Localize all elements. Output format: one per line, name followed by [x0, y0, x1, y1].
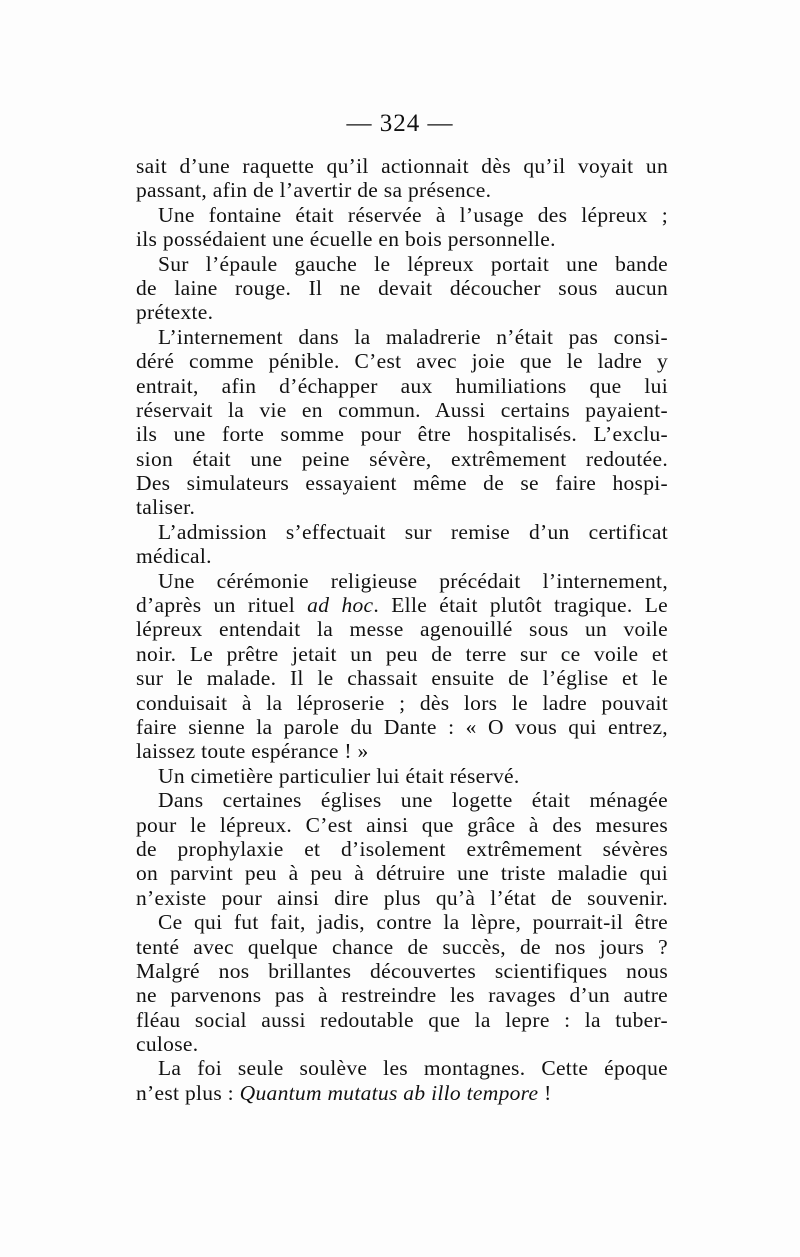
text-line: faire sienne la parole du Dante : « O vous qui entrez, [136, 714, 668, 739]
text-line: ils une forte somme pour être hospitalisés. L’exclu- [136, 422, 668, 447]
text-line: Malgré nos brillantes découvertes scientifiques nous [136, 958, 668, 983]
text-line: on parvint peu à peu à détruire une triste maladie qui [136, 861, 668, 886]
text-line: entrait, afin d’échapper aux humiliations que lui [136, 373, 668, 398]
text-line: L’internement dans la maladrerie n’était pas consi- [158, 324, 668, 349]
text-line: fléau social aussi redoutable que la lepre : la tuber- [136, 1007, 668, 1032]
text-line: lépreux entendait la messe agenouillé sous un voile [136, 617, 668, 642]
text-line: sur le malade. Il le chassait ensuite de l’église et le [136, 666, 668, 691]
text-line: pour le lépreux. C’est ainsi que grâce à des mesures [136, 812, 668, 837]
text-segment: d’après un rituel [136, 593, 308, 618]
text-line: Ce qui fut fait, jadis, contre la lèpre, pourrait-il être [158, 910, 668, 935]
text-line: La foi seule soulève les montagnes. Cette époque [158, 1056, 668, 1081]
text-segment: ! [538, 1080, 552, 1105]
text-line: réservait la vie en commun. Aussi certains payaient- [136, 397, 668, 422]
text-line: tenté avec quelque chance de succès, de nos jours ? [136, 934, 668, 959]
italic-quote: Quantum mutatus ab illo tempore [239, 1080, 539, 1105]
text-line: de prophylaxie et d’isolement extrêmement sévères [136, 836, 668, 861]
text-line: L’admission s’effectuait sur remise d’un certificat [158, 519, 668, 544]
text-line: ils possédaient une écuelle en bois personnelle. [136, 227, 556, 252]
text-line: Sur l’épaule gauche le lépreux portait une bande [158, 251, 668, 276]
text-line: culose. [136, 1032, 199, 1057]
text-line: conduisait à la léproserie ; dès lors le ladre pouvait [136, 690, 668, 715]
text-line: passant, afin de l’avertir de sa présence. [136, 178, 492, 203]
text-line: prétexte. [136, 300, 214, 325]
text-line: Des simulateurs essayaient même de se faire hospi- [136, 471, 668, 496]
text-line: de laine rouge. Il ne devait découcher sous aucun [136, 275, 668, 300]
text-line: Une fontaine était réservée à l’usage des lépreux ; [158, 202, 668, 227]
text-segment: n’est plus : [136, 1080, 240, 1105]
text-line: ne parvenons pas à restreindre les ravages d’un autre [136, 983, 668, 1008]
text-line: sion était une peine sévère, extrêmement redoutée. [136, 446, 668, 471]
text-line [136, 593, 668, 617]
text-line: noir. Le prêtre jetait un peu de terre sur ce voile et [136, 641, 668, 666]
body-text [136, 154, 668, 1105]
page-number: — 324 — [346, 110, 454, 137]
text-line: déré comme pénible. C’est avec joie que le ladre y [136, 349, 668, 374]
text-line: sait d’une raquette qu’il actionnait dès qu’il voyait un [136, 154, 668, 178]
text-line: Une cérémonie religieuse précédait l’internement, [158, 568, 668, 593]
text-segment: . Elle était plutôt tragique. Le [373, 593, 669, 618]
italic-text: ad hoc [307, 593, 374, 618]
text-line: Un cimetière particulier lui était réservé. [158, 763, 520, 788]
text-line: taliser. [136, 495, 196, 520]
text-line: Dans certaines églises une logette était ménagée [158, 788, 668, 813]
text-line: laissez toute espérance ! » [136, 739, 369, 764]
text-line: n’existe pour ainsi dire plus qu’à l’état de souvenir. [136, 885, 668, 910]
text-line: médical. [136, 544, 212, 569]
text-line [136, 1081, 668, 1105]
